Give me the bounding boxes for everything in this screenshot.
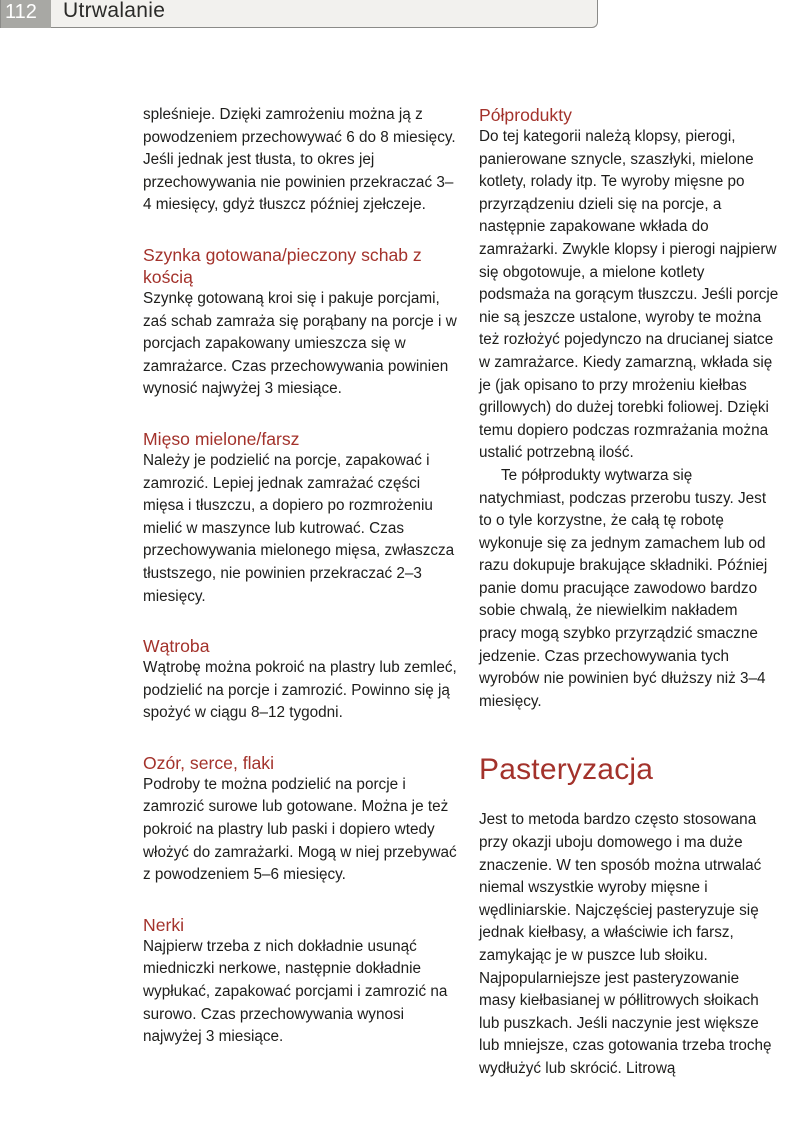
section-heading-podroby: Ozór, serce, flaki <box>143 752 275 773</box>
chapter-text-pasteryzacja: Jest to metoda bardzo często stosowana przy okazji uboju domowego i ma duże znaczenie. W ten sposób można utrwalać niemal wszystkie wyroby mięsne i wędliniarskie. Najczęściej pasteryzuje się jednak kiełbasy, a właściwie ich farsz, zamykając je w puszce lub słoiku. Najpopularniejsze jest pasteryzowanie masy kiełbasianej w półlitrowych słoikach lub puszkach. Jeśli naczynie jest większe lub mniejsze, czas gotowania trzeba trochę wydłużyć lub skrócić. Litrową <box>479 811 772 1077</box>
page-header <box>0 0 598 28</box>
section-heading-szynka: Szynka gotowana/pieczony schab z kością <box>143 244 422 287</box>
section-text-mieso-mielone: Należy je podzielić na porcje, zapakować i zamrozić. Lepiej jednak zamrażać części mięsa i tłuszczu, a dopiero po rozmrożeniu mielić w maszynce lub kutrować. Czas przechowywania mielonego mięsa, zwłaszcza tłustszego, nie powinien przekraczać 2–3 miesięcy. <box>143 451 455 605</box>
section-text-watroba: Wątrobę można pokroić na plastry lub zemleć, podzielić na porcje i zamrozić. Powinno się ją spożyć w ciągu 8–12 tygodni. <box>143 659 457 722</box>
chapter-heading-pasteryzacja: Pasteryzacja <box>479 753 654 787</box>
right-column <box>479 104 779 1081</box>
page-number: 112 <box>1 0 51 28</box>
section-heading-nerki: Nerki <box>143 914 185 935</box>
section-text-polprodukty-2: Te półprodukty wytwarza się natychmiast, podczas przerobu tuszy. Jest to o tyle korzystne, że całą tę robotę wykonuje się za jednym zamachem lub od razu dokupuje brakujące składniki. Później panie domu pracujące zawodowo bardzo sobie chwalą, że niewielkim nakładem pracy mogą szybko przyrządzić smaczne jedzenie. Czas przechowywania tych wyrobów nie powinien być dłuższy niż 3–4 miesięcy. <box>479 466 768 710</box>
intro-paragraph: spleśnieje. Dzięki zamrożeniu można ją z powodzeniem przechowywać 6 do 8 miesięcy. Jeśli jednak jest tłusta, to okres jej przechowywania nie powinien przekraczać 3–4 miesięcy, gdyż tłuszcz później zjełczeje. <box>143 106 456 214</box>
section-text-szynka: Szynkę gotowaną kroi się i pakuje porcjami, zaś schab zamraża się porąbany na porcje i w porcjach zapakowany umieszcza się w zamrażarce. Czas przechowywania powinien wynosić najwyżej 3 miesiące. <box>143 289 457 398</box>
section-title: Utrwalanie <box>63 0 166 22</box>
left-column <box>143 104 461 1049</box>
section-text-podroby: Podroby te można podzielić na porcje i zamrozić surowe lub gotowane. Można je też pokroić na plastry lub paski i dopiero wtedy włożyć do zamrażarki. Mogą w niej przebywać z powodzeniem 5–6 miesięcy. <box>143 775 457 884</box>
section-heading-polprodukty: Półprodukty <box>479 105 572 125</box>
section-heading-watroba: Wątroba <box>143 636 210 657</box>
section-heading-mieso-mielone: Mięso mielone/farsz <box>143 428 300 449</box>
section-text-polprodukty: Do tej kategorii należą klopsy, pierogi, panierowane sznycle, szaszłyki, mielone kotlety, rolady itp. Te wyroby mięsne po przyrządzeniu dzieli się na porcje, a następnie zapakowane wkłada do zamrażarki. Zwykle klopsy i pierogi najpierw się obgotowuje, a mielone kotlety podsmaża na gorącym tłuszczu. Jeśli porcje nie są jeszcze ustalone, wyroby te można też rozłożyć pojedynczo na drucianej siatce w zamrażarce. Kiedy zamarzną, wkłada się je (jak opisano to przy mrożeniu kiełbas grillowych) do dużej torebki foliowej. Dzięki temu dopiero podczas rozmrażania można ustalić potrzebną ilość. <box>479 128 779 462</box>
section-text-nerki: Najpierw trzeba z nich dokładnie usunąć miedniczki nerkowe, następnie dokładnie wypłukać, zapakować porcjami i zamrozić na surowo. Czas przechowywania wynosi najwyżej 3 miesiące. <box>143 937 448 1046</box>
